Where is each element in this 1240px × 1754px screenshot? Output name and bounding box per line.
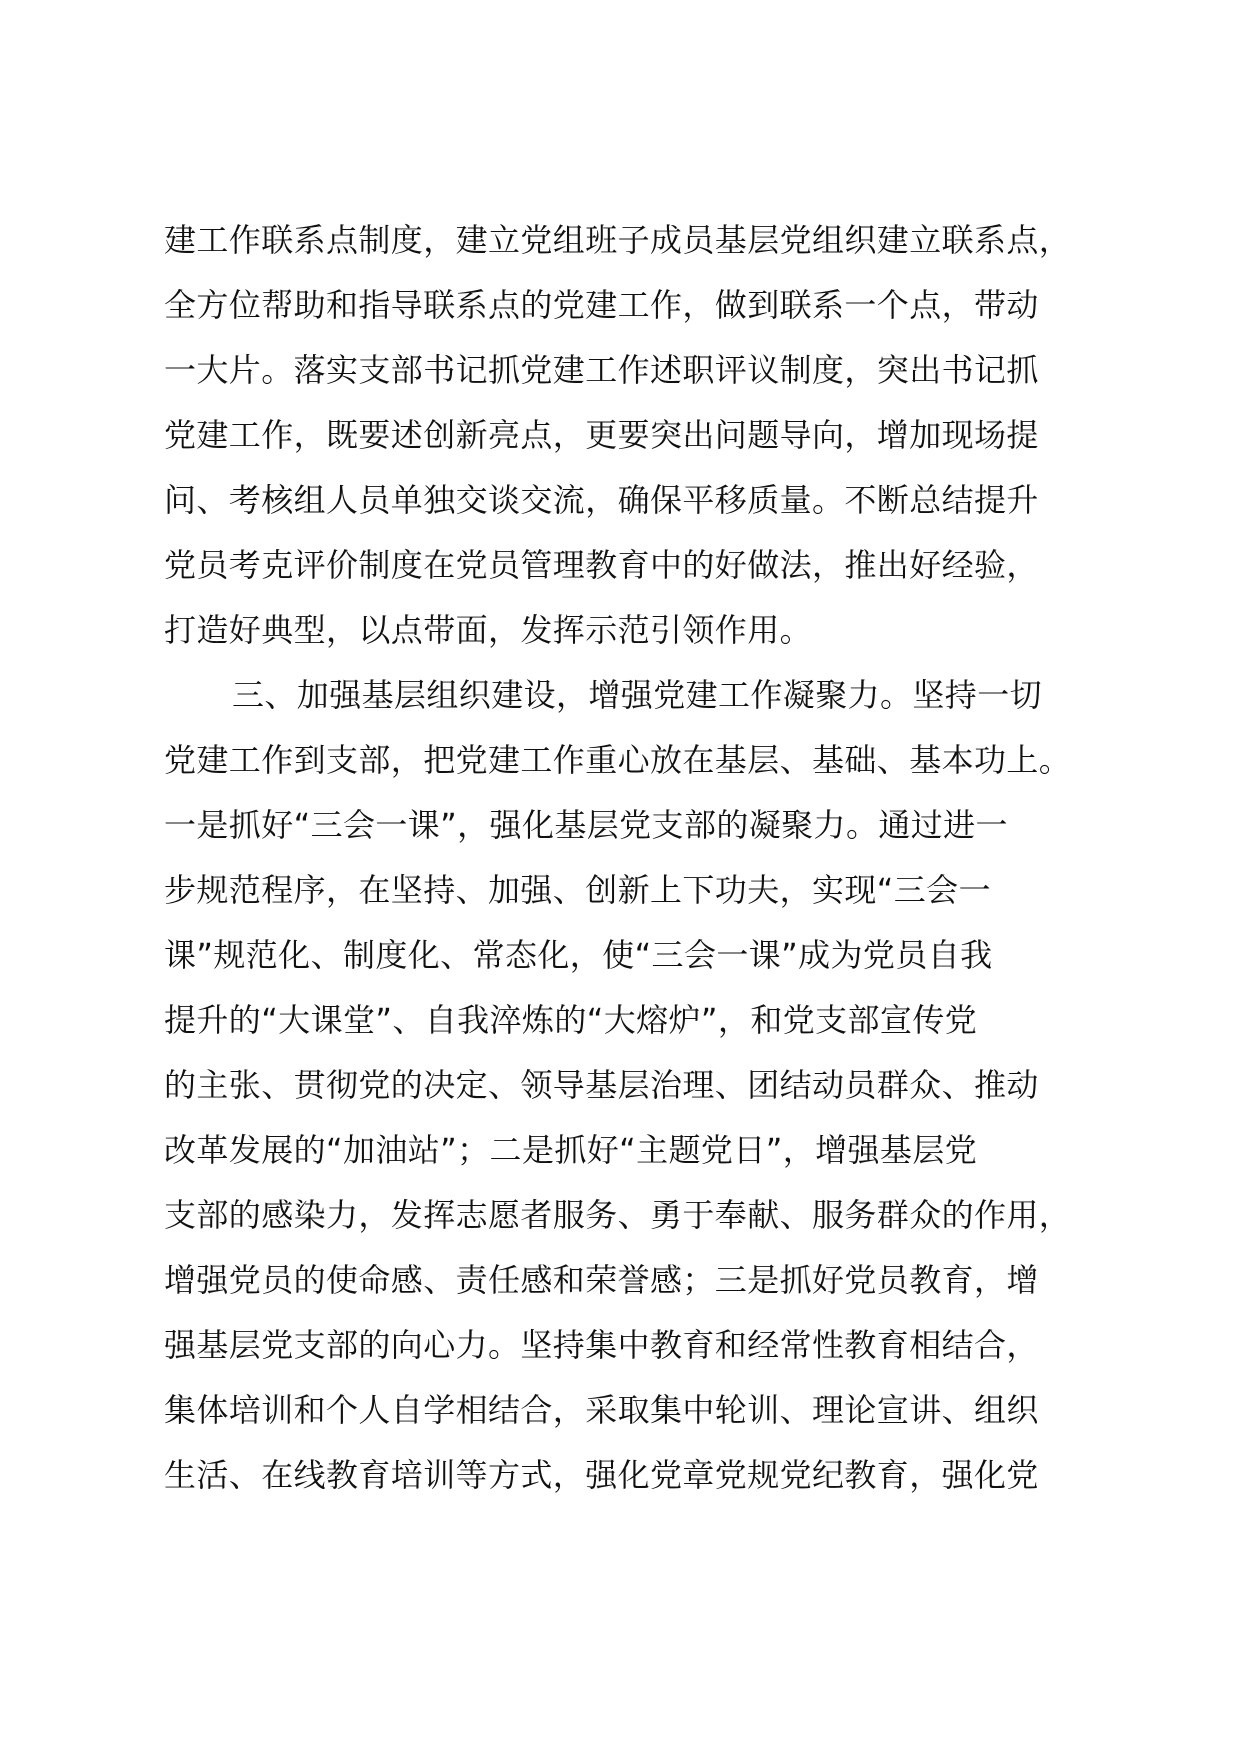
text-line: 打造好典型，以点带面，发挥示范引领作用。 <box>164 611 813 649</box>
body-text <box>164 208 1124 1508</box>
text-line: 课”规范化、制度化、常态化，使“三会一课”成为党员自我 <box>164 936 993 974</box>
text-line: 党员考克评价制度在党员管理教育中的好做法，推出好经验， <box>164 546 1039 584</box>
text-line: 党建工作到支部，把党建工作重心放在基层、基础、基本功上。 <box>164 741 1072 779</box>
text-line: 增强党员的使命感、责任感和荣誉感；三是抓好党员教育，增 <box>164 1261 1039 1299</box>
text-line: 集体培训和个人自学相结合，采取集中轮训、理论宣讲、组织 <box>164 1391 1039 1429</box>
text-line: 党建工作，既要述创新亮点，更要突出问题导向，增加现场提 <box>164 416 1039 454</box>
section-heading-line: 三、加强基层组织建设，增强党建工作凝聚力。坚持一切 <box>232 676 1043 714</box>
text-line: 步规范程序，在坚持、加强、创新上下功夫，实现“三会一 <box>164 871 991 909</box>
text-line: 支部的感染力，发挥志愿者服务、勇于奉献、服务群众的作用， <box>164 1196 1072 1234</box>
text-line: 全方位帮助和指导联系点的党建工作，做到联系一个点，带动 <box>164 286 1039 324</box>
text-line: 问、考核组人员单独交谈交流，确保平移质量。不断总结提升 <box>164 481 1039 519</box>
text-line: 建工作联系点制度，建立党组班子成员基层党组织建立联系点， <box>164 221 1072 259</box>
text-line: 生活、在线教育培训等方式，强化党章党规党纪教育，强化党 <box>164 1456 1039 1494</box>
text-line: 一大片。落实支部书记抓党建工作述职评议制度，突出书记抓 <box>164 351 1039 389</box>
text-line: 改革发展的“加油站”；二是抓好“主题党日”，增强基层党 <box>164 1131 978 1169</box>
text-line: 的主张、贯彻党的决定、领导基层治理、团结动员群众、推动 <box>164 1066 1039 1104</box>
text-line: 强基层党支部的向心力。坚持集中教育和经常性教育相结合， <box>164 1326 1039 1364</box>
text-line: 一是抓好“三会一课”，强化基层党支部的凝聚力。通过进一 <box>164 806 1008 844</box>
text-line: 提升的“大课堂”、自我淬炼的“大熔炉”，和党支部宣传党 <box>164 1001 978 1039</box>
